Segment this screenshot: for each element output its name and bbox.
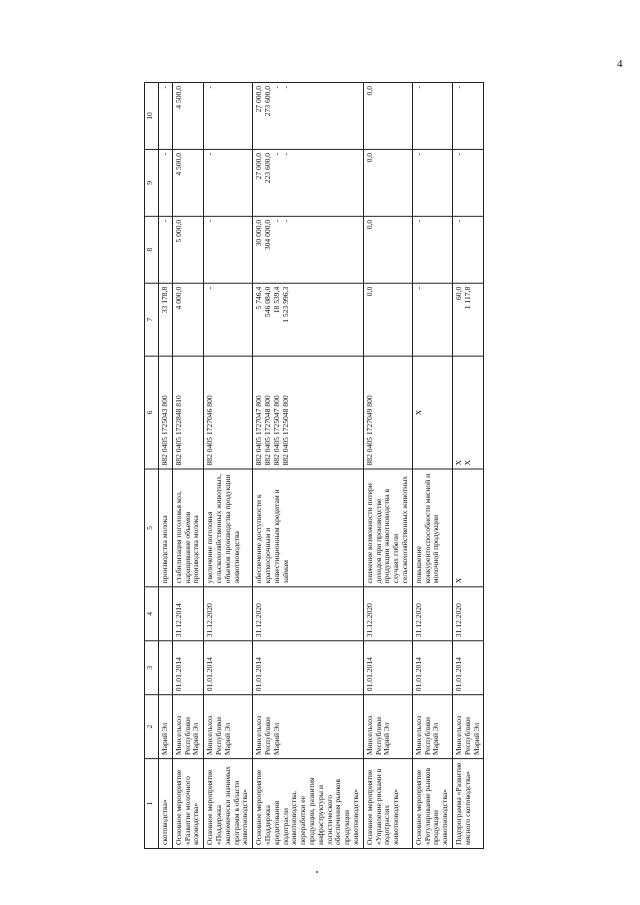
table-cell-col5 [253, 469, 364, 587]
cell-line [464, 153, 473, 213]
column-number: 6 [145, 356, 159, 469]
cell-text: - [160, 85, 169, 89]
cell-text: - [205, 85, 215, 89]
cell-text: стабилизация поголовья коз, наращивание объемов производства молока [173, 491, 201, 584]
cell-line: 223 600,0 [262, 152, 272, 184]
table-cell-col9 [452, 149, 483, 216]
table-cell-col7 [204, 283, 253, 356]
cell-text: - [205, 286, 215, 290]
cell-text: Минсельхоз Республики Марий Эл [205, 715, 232, 756]
cell-text: Минсельхоз Республики Марий Эл [173, 715, 201, 756]
cell-text: Минсельхоз Республики Марий Эл [364, 715, 392, 756]
table-cell-col4 [253, 587, 364, 641]
table-cell-col4 [172, 587, 203, 641]
table-cell-col1 [452, 759, 483, 849]
cell-line: - [271, 85, 281, 89]
cell-text: 882 0405 1722848 810 [173, 395, 183, 466]
cell-text: 01.01.2014 [413, 657, 423, 692]
table-cell-col3 [253, 641, 364, 695]
cell-text: - [413, 286, 423, 290]
table-cell-col8 [412, 216, 452, 283]
cell-text: 4 000,0 [173, 286, 183, 310]
cell-text: Основное мероприятие «Регулирование рынков продукции животноводства» [413, 767, 450, 846]
cell-text: Основное мероприятие «Поддержка кредитования подотрасли животноводства, переработки ее продукции, развития инфраструктуры и логистического обеспечения рынков продукции животноводства» [254, 769, 360, 846]
table-cell-col7 [253, 283, 364, 356]
cell-line: 882 0405 1727048 800 [262, 395, 272, 466]
table-cell-col3 [363, 641, 412, 695]
cell-text: Марий Эл [160, 722, 169, 756]
cell-text: - [160, 219, 169, 223]
cell-line: 1 117,8 [462, 286, 472, 310]
cell-line: - [453, 219, 463, 223]
cell-text: Минсельхоз Республики Марий Эл [413, 715, 441, 756]
cell-text: 0,0 [364, 286, 374, 297]
table-cell-col4 [452, 587, 483, 641]
cell-text: 31.12.2020 [453, 603, 463, 638]
cell-line: 304 000,0 [262, 219, 272, 251]
table-cell-col1 [172, 759, 203, 849]
table-cell-col6 [159, 356, 173, 469]
table-row [452, 82, 483, 848]
table-cell-col8 [253, 216, 364, 283]
table-cell-col4 [159, 587, 173, 641]
table-cell-col1 [253, 759, 364, 849]
table-row [412, 82, 452, 848]
cell-line: 273 600,0 [262, 85, 272, 117]
table-cell-col3 [172, 641, 203, 695]
cell-text: - [160, 152, 169, 156]
cell-text: - [205, 219, 215, 223]
cell-text: повышение конкурентоспособности мясной и молочной продукции [413, 473, 441, 584]
table-cell-col1 [363, 759, 412, 849]
cell-text: 01.01.2014 [453, 657, 463, 692]
column-number: 5 [145, 469, 159, 587]
cell-line: Х [453, 460, 463, 466]
table-cell-col1 [412, 759, 452, 849]
cell-text: - [413, 219, 423, 223]
program-table [144, 82, 484, 849]
table-body [145, 82, 484, 848]
table-cell-col3 [452, 641, 483, 695]
table-cell-col8 [363, 216, 412, 283]
table-row [159, 82, 173, 848]
table-cell-col6 [363, 356, 412, 469]
table-cell-col9 [253, 149, 364, 216]
cell-line [464, 86, 473, 146]
table-cell-col5 [363, 469, 412, 587]
cell-line: 5 746,4 [254, 286, 264, 310]
cell-line: - [271, 219, 281, 223]
cell-text: производства молока [160, 515, 169, 584]
cell-line: 882 0405 1725048 800 [280, 395, 290, 466]
cell-text: Х [413, 409, 423, 416]
column-number: 4 [145, 587, 159, 641]
cell-line: - [280, 85, 290, 89]
table-cell-col2 [452, 695, 483, 759]
column-number-row [145, 82, 159, 848]
table-row [172, 82, 203, 848]
cell-text: 0,0 [364, 219, 374, 230]
cell-line: 18 539,4 [271, 286, 281, 314]
cell-text: 31.12.2020 [364, 603, 374, 638]
cell-text: 4 500,0 [173, 85, 183, 109]
table-cell-col10 [159, 82, 173, 149]
cell-text: 0,0 [364, 85, 374, 96]
column-number: 8 [145, 216, 159, 283]
table-cell-col6 [172, 356, 203, 469]
cell-text: 4 500,0 [173, 152, 183, 176]
cell-text: Основное мероприятие «Поддержка экономически значимых программ в области животноводства» [205, 766, 250, 846]
column-number: 7 [145, 283, 159, 356]
cell-text: - [413, 85, 423, 89]
table-cell-col6 [452, 356, 483, 469]
cell-text: 31.12.2020 [205, 603, 215, 638]
table-cell-col1 [204, 759, 253, 849]
cell-text: 01.01.2014 [364, 657, 374, 692]
table-cell-col8 [204, 216, 253, 283]
cell-line: 60,0 [453, 286, 463, 301]
cell-text: 01.01.2014 [173, 657, 183, 692]
cell-text: увеличение поголовья сельскохозяйственных животных, объемов производства продукции животноводства [205, 474, 241, 584]
table-cell-col8 [452, 216, 483, 283]
cell-text: Основное мероприятие «Управление рисками в подотраслях животноводства» [364, 768, 401, 846]
cell-text: - [413, 152, 423, 156]
table-cell-col10 [204, 82, 253, 149]
table-cell-col4 [363, 587, 412, 641]
cell-text: Основное мероприятие «Развитие молочного козоводства» [173, 769, 201, 846]
table-cell-col7 [452, 283, 483, 356]
table-cell-col10 [253, 82, 364, 149]
table-cell-col2 [172, 695, 203, 759]
table-cell-col4 [412, 587, 452, 641]
cell-text: 31.12.2020 [254, 603, 264, 638]
table-cell-col5 [172, 469, 203, 587]
column-number: 3 [145, 641, 159, 695]
cell-line: 27 000,0 [254, 152, 264, 180]
table-cell-col3 [204, 641, 253, 695]
cell-line: - [280, 152, 290, 156]
table-cell-col1 [159, 759, 173, 849]
cell-line: 546 084,0 [262, 286, 272, 318]
table-cell-col10 [452, 82, 483, 149]
table-cell-col3 [412, 641, 452, 695]
scan-speck [316, 871, 318, 873]
column-number: 9 [145, 149, 159, 216]
cell-line: 882 0405 1725047 800 [271, 395, 281, 466]
cell-text: Минсельхоз Республики Марий Эл [254, 715, 281, 756]
cell-text: скотоводства» [160, 799, 169, 846]
table-cell-col7 [172, 283, 203, 356]
cell-text: Минсельхоз Республики Марий Эл [453, 715, 481, 756]
table-row [253, 82, 364, 848]
cell-text: обеспечение доступности к краткосрочным и инвестиционным кредитам и займам [254, 489, 290, 584]
cell-line: - [271, 152, 281, 156]
cell-line [464, 220, 473, 280]
cell-line: - [453, 152, 463, 156]
table-cell-col10 [172, 82, 203, 149]
table-cell-col2 [159, 695, 173, 759]
table-cell-col10 [412, 82, 452, 149]
cell-text: 0,0 [364, 152, 374, 163]
table-cell-col6 [204, 356, 253, 469]
table-cell-col6 [253, 356, 364, 469]
cell-line: - [280, 219, 290, 223]
table-cell-col9 [412, 149, 452, 216]
cell-text: 882 0405 1725043 800 [160, 395, 169, 466]
cell-text: 33 178,8 [160, 286, 169, 314]
cell-text: снижение возможности потери доходов при производстве продукции животноводства в случаях гибели сельскохозяйственных животных [364, 475, 409, 584]
cell-line: 30 000,0 [254, 219, 264, 247]
table-cell-col2 [363, 695, 412, 759]
cell-text: 01.01.2014 [254, 657, 264, 692]
page-number: 4 [617, 58, 623, 70]
table-cell-col5 [204, 469, 253, 587]
table-cell-col9 [159, 149, 173, 216]
table-row [363, 82, 412, 848]
cell-text: 01.01.2014 [205, 657, 215, 692]
table-cell-col2 [412, 695, 452, 759]
table-cell-col8 [172, 216, 203, 283]
cell-line: 1 523 996,3 [280, 286, 290, 323]
cell-text: - [205, 152, 215, 156]
table-cell-col7 [363, 283, 412, 356]
cell-text: Х [453, 577, 463, 584]
cell-line: 882 0405 1727047 800 [254, 395, 264, 466]
table-cell-col5 [159, 469, 173, 587]
table-cell-col5 [452, 469, 483, 587]
table-cell-col2 [253, 695, 364, 759]
cell-text: Подпрограмма «Развитие мясного скотоводства» [453, 762, 472, 846]
table-cell-col7 [412, 283, 452, 356]
cell-line: Х [462, 460, 472, 466]
cell-text: 5 000,0 [173, 219, 183, 243]
table-cell-col4 [204, 587, 253, 641]
table-cell-col6 [412, 356, 452, 469]
cell-line: 27 000,0 [254, 85, 264, 113]
cell-text: 882 0405 1727049 800 [364, 395, 374, 466]
column-number: 2 [145, 695, 159, 759]
cell-text: 31.12.2014 [173, 603, 183, 638]
table-cell-col5 [412, 469, 452, 587]
cell-text: 882 0405 1727046 800 [205, 395, 215, 466]
table-cell-col9 [204, 149, 253, 216]
table-cell-col8 [159, 216, 173, 283]
table-cell-col9 [172, 149, 203, 216]
column-number: 10 [145, 82, 159, 149]
cell-text: 31.12.2020 [413, 603, 423, 638]
table-cell-col7 [159, 283, 173, 356]
table-cell-col10 [363, 82, 412, 149]
table-cell-col3 [159, 641, 173, 695]
table-cell-col2 [204, 695, 253, 759]
table-cell-col9 [363, 149, 412, 216]
table-row [204, 82, 253, 848]
cell-line: - [453, 85, 463, 89]
column-number: 1 [145, 759, 159, 849]
